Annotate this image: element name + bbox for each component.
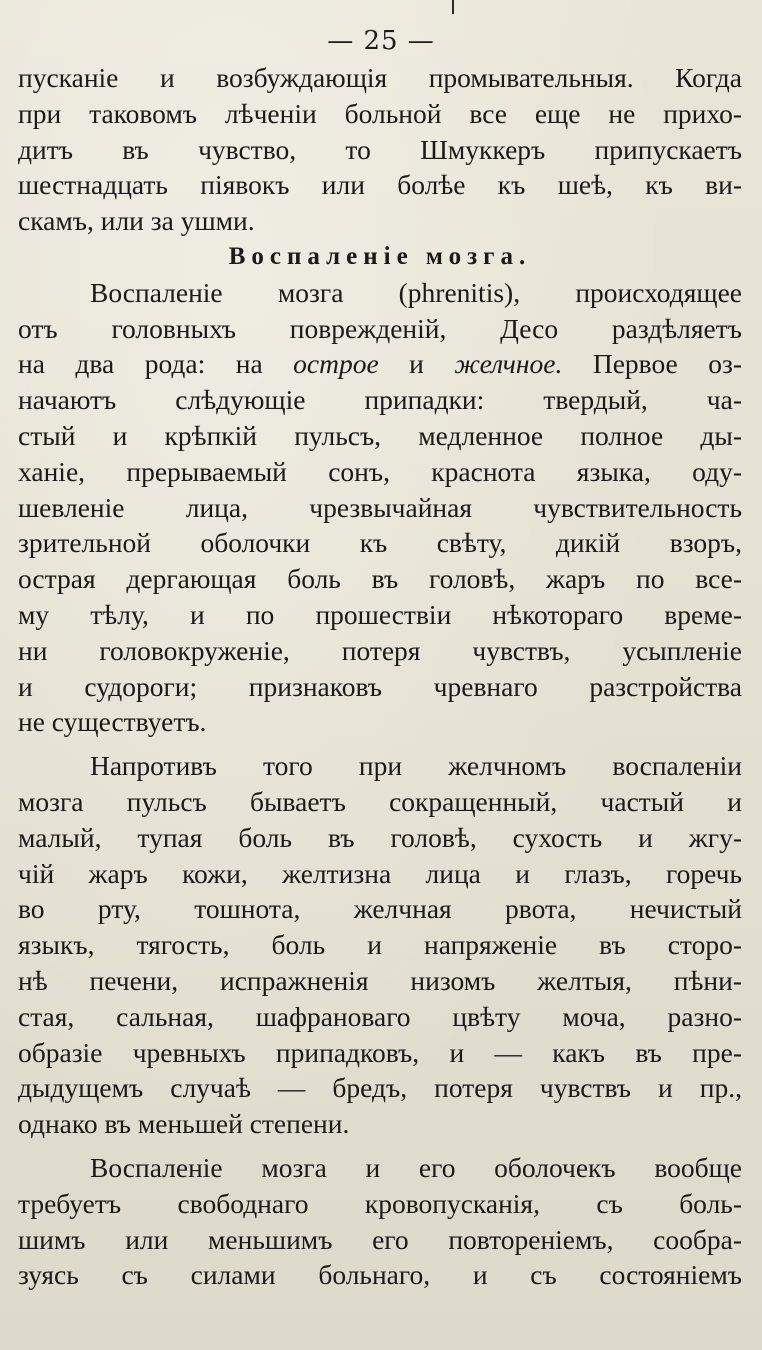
text-line: чій жаръ кожи, желтизна лица и глазъ, горечь (18, 857, 742, 889)
text-line: Напротивъ того при желчномъ воспаленіи (90, 750, 742, 782)
text-run: Первое оз- (562, 348, 742, 380)
text-run: и (378, 348, 455, 380)
text-line: во рту, тошнота, желчная рвота, нечистый (18, 893, 742, 925)
text-line: стая, сальная, шафрановаго цвѣту моча, разно- (18, 1000, 742, 1032)
text-line: при таковомъ лѣченіи больной все еще не прихо- (18, 97, 742, 129)
text-line: и судороги; признаковъ чревнаго разстройства (18, 670, 742, 702)
text-line: образіе чревныхъ припадковъ, и — какъ въ пре- (18, 1036, 742, 1068)
text-line: однако въ меньшей степени. (18, 1108, 350, 1140)
text-line: ханіе, прерываемый сонъ, краснота языка, оду- (18, 455, 742, 487)
text-line: ни головокруженіе, потеря чувствъ, усыпленіе (18, 634, 742, 666)
text-line: му тѣлу, и по прошествіи нѣкотораго време- (18, 598, 742, 630)
emphasis-bilious: желчное. (454, 348, 563, 380)
text-line: стый и крѣпкій пульсъ, медленное полное ды- (18, 419, 742, 451)
emphasis-acute: острое (293, 348, 379, 380)
text-line: начаютъ слѣдующіе припадки: твердый, ча- (18, 384, 742, 416)
margin-mark (452, 0, 454, 14)
page-number: — 25 — (327, 26, 435, 56)
text-line: острая дергающая боль въ головѣ, жаръ по все- (18, 563, 742, 595)
text-line: дыдущемъ случаѣ — бредъ, потеря чувствъ и пр., (18, 1072, 742, 1104)
text-line: не существуетъ. (18, 706, 207, 738)
text-line: дитъ въ чувство, то Шмуккеръ припускаетъ (18, 133, 742, 165)
text-line: требуетъ свободнаго кровопусканія, съ боль- (18, 1187, 742, 1219)
text-line: отъ головныхъ поврежденій, Десо раздѣляетъ (18, 312, 742, 344)
text-line: пусканіе и возбуждающія промывательныя. Когда (18, 62, 742, 93)
text-line: зуясь съ силами больнаго, и съ состояніемъ (18, 1259, 742, 1291)
text-line: шевленіе лица, чрезвычайная чувствительность (18, 491, 742, 523)
text-line: мозга пульсъ бываетъ сокращенный, частый и (18, 785, 742, 817)
text-line: скамъ, или за ушми. (18, 205, 255, 237)
text-run: на два рода: на (18, 348, 294, 380)
text-line: Воспаленіе мозга и его оболочекъ вообще (90, 1151, 742, 1183)
text-line: малый, тупая боль въ головѣ, сухость и жгу- (18, 821, 742, 853)
text-line: шимъ или меньшимъ его повтореніемъ, сообра- (18, 1223, 742, 1255)
text-line: зрительной оболочки къ свѣту, дикій взоръ, (18, 527, 742, 559)
text-line: шестнадцать піявокъ или болѣе къ шеѣ, къ ви- (18, 169, 742, 201)
text-line-with-emphasis (18, 346, 742, 382)
text-line: нѣ печени, испражненія низомъ желтыя, пѣни- (18, 964, 742, 996)
text-line: Воспаленіе мозга (phrenitis), происходящее (90, 276, 742, 308)
text-line: языкъ, тягость, боль и напряженіе въ сторо- (18, 929, 742, 961)
section-heading: Воспаленіе мозга. (228, 242, 532, 270)
page-text (18, 60, 742, 1293)
